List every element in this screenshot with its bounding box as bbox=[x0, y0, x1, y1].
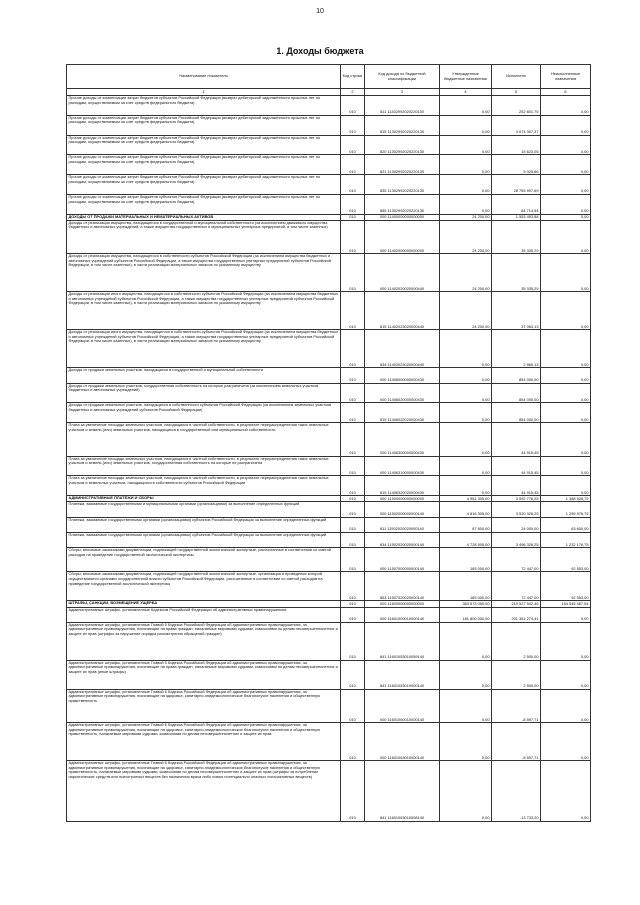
row-income-code: 000 11502000000000140 bbox=[365, 502, 440, 517]
row-unexecuted: 0,00 bbox=[541, 175, 591, 195]
row-executed: 72 447,00 bbox=[492, 548, 541, 572]
row-name: АДМИНИСТРАТИВНЫЕ ПЛАТЕЖИ И СБОРЫ bbox=[67, 496, 341, 502]
row-unexecuted: 0,00 bbox=[541, 214, 591, 220]
table-row bbox=[67, 761, 591, 822]
row-income-code: 811 11302992020220130 bbox=[365, 96, 440, 116]
row-approved: 165 000,00 bbox=[440, 572, 492, 601]
row-unexecuted: 0,00 bbox=[541, 456, 591, 476]
row-executed: -8 597,71 bbox=[492, 723, 541, 761]
row-name: Доходы от реализации имущества, находящегося в государственной и муниципальной собственности (за исключением движимого имущества бюджетных и автономных учреждений, а также имущества государственных и муниципальных унитарных предприятий, в том числе казенных) bbox=[67, 220, 341, 253]
row-income-code: 000 11406310000000430 bbox=[365, 456, 440, 476]
row-line-code: 010 bbox=[341, 607, 365, 622]
row-unexecuted: 0,00 bbox=[541, 403, 591, 423]
column-number: 6 bbox=[541, 89, 591, 96]
row-approved: 4 816 305,00 bbox=[440, 502, 492, 517]
table-row bbox=[67, 622, 591, 660]
table-row bbox=[67, 532, 591, 547]
row-approved: 24 200,00 bbox=[440, 292, 492, 330]
row-name: Платежи, взимаемые государственными органами (организациями) субъектов Российской Федерации за выполнение определенных функций bbox=[67, 517, 341, 532]
header-line-code: Код строки bbox=[341, 65, 365, 89]
row-income-code: 000 11406020000000430 bbox=[365, 383, 440, 403]
row-name: Доходы от реализации имущества, находящегося в собственности субъектов Российской Федерации (за исключением имущества бюджетных и автономных учреждений субъектов Российской Федерации, а также имущества государственных унитарных предприятий субъектов Российской Федерации, в том числе казенных), в части реализации материальных запасов по указанному имуществу bbox=[67, 254, 341, 292]
row-approved: 0,00 bbox=[440, 761, 492, 822]
row-approved: 4 728 505,00 bbox=[440, 532, 492, 547]
row-unexecuted: 0,00 bbox=[541, 383, 591, 403]
table-row bbox=[67, 456, 591, 476]
row-unexecuted: 0,00 bbox=[541, 292, 591, 330]
row-line-code: 010 bbox=[341, 383, 365, 403]
table-row bbox=[67, 689, 591, 722]
row-income-code: 855 11302992020220130 bbox=[365, 194, 440, 214]
row-income-code: 000 11400000000000000 bbox=[365, 214, 440, 220]
row-line-code: 010 bbox=[341, 456, 365, 476]
row-approved: 24 200,00 bbox=[440, 254, 492, 292]
table-row bbox=[67, 723, 591, 761]
column-number: 3 bbox=[365, 89, 440, 96]
row-unexecuted: 0,00 bbox=[541, 761, 591, 822]
row-line-code: 010 bbox=[341, 532, 365, 547]
table-row bbox=[67, 135, 591, 155]
row-line-code: 010 bbox=[341, 115, 365, 135]
row-name: Доходы от продажи земельных участков, государственная собственность на которые разграничена (за исключением земельных участков бюджетных и автономных учреждений) bbox=[67, 383, 341, 403]
row-executed: -13 733,20 bbox=[492, 761, 541, 822]
row-name: Доходы от продажи земельных участков, находящихся в государственной и муниципальной собственности bbox=[67, 368, 341, 383]
row-approved: 0,00 bbox=[440, 723, 492, 761]
row-name: Сборы, вносимые заказчиками документации, подлежащей государственной экологической экспертизе, рассчитанные в соответствии со сметой расходов на проведение государственной экологической экспертизы bbox=[67, 548, 341, 572]
table-row bbox=[67, 155, 591, 175]
row-name: Платежи, взимаемые государственными и муниципальными органами (организациями) за выполнение определенных функций bbox=[67, 502, 341, 517]
row-executed: 28 755 997,69 bbox=[492, 175, 541, 195]
row-income-code: 811 11502020020000140 bbox=[365, 517, 440, 532]
row-line-code: 010 bbox=[341, 572, 365, 601]
row-line-code: 010 bbox=[341, 723, 365, 761]
row-approved: 0,00 bbox=[440, 456, 492, 476]
row-unexecuted: 0,00 bbox=[541, 96, 591, 116]
row-line-code: 010 bbox=[341, 214, 365, 220]
table-row bbox=[67, 607, 591, 622]
row-income-code: 000 11406300000000430 bbox=[365, 423, 440, 456]
row-line-code: 010 bbox=[341, 254, 365, 292]
row-executed: 854 000,00 bbox=[492, 368, 541, 383]
row-name: Сборы, вносимые заказчиками документации, подлежащей государственной экологической экспертизе, организация и проведение которой осуществляются органами государственной власти субъектов Российской Федерации, рассчитанные в соответствии со сметой расходов на проведение государственной экологической экспертизы bbox=[67, 572, 341, 601]
row-line-code: 010 bbox=[341, 220, 365, 253]
row-approved: 24 200,00 bbox=[440, 214, 492, 220]
row-name: ДОХОДЫ ОТ ПРОДАЖИ МАТЕРИАЛЬНЫХ И НЕМАТЕРИАЛЬНЫХ АКТИВОВ bbox=[67, 214, 341, 220]
row-executed: 3 520 328,25 bbox=[492, 502, 541, 517]
row-unexecuted: 0,00 bbox=[541, 194, 591, 214]
row-name: Плата за увеличение площади земельных участков, находящихся в частной собственности, в результате перераспределения таких земельных участков и земель (или) земельных участков, государственная собственность на которые не разграничена bbox=[67, 456, 341, 476]
row-executed: 44 915,45 bbox=[492, 476, 541, 496]
row-unexecuted: 0,00 bbox=[541, 330, 591, 368]
table-row bbox=[67, 96, 591, 116]
row-income-code: 000 11601000010000140 bbox=[365, 607, 440, 622]
row-line-code: 010 bbox=[341, 761, 365, 822]
row-name: Прочие доходы от компенсации затрат бюджетов субъектов Российской Федерации (возврат дебиторской задолженности прошлых лет по расходам, осуществляемым за счет средств федерального бюджета) bbox=[67, 175, 341, 195]
row-income-code: 815 11406320020000430 bbox=[365, 476, 440, 496]
table-row bbox=[67, 517, 591, 532]
row-line-code: 010 bbox=[341, 476, 365, 496]
row-unexecuted: 92 553,00 bbox=[541, 572, 591, 601]
row-name: Прочие доходы от компенсации затрат бюджетов субъектов Российской Федерации (возврат дебиторской задолженности прошлых лет по расходам, осуществляемым за счет средств федерального бюджета) bbox=[67, 135, 341, 155]
row-unexecuted: 0,00 bbox=[541, 723, 591, 761]
row-income-code: 835 11302992020220130 bbox=[365, 175, 440, 195]
row-line-code: 010 bbox=[341, 660, 365, 689]
table-row bbox=[67, 572, 591, 601]
row-executed: 5 025,66 bbox=[492, 155, 541, 175]
row-income-code: 834 11502020020000140 bbox=[365, 532, 440, 547]
table-row bbox=[67, 330, 591, 368]
table-row bbox=[67, 660, 591, 689]
row-approved: 181 800 000,00 bbox=[440, 607, 492, 622]
row-unexecuted: 63 600,00 bbox=[541, 517, 591, 532]
row-line-code: 010 bbox=[341, 496, 365, 502]
row-unexecuted: 0,00 bbox=[541, 254, 591, 292]
row-line-code: 010 bbox=[341, 423, 365, 456]
column-number: 5 bbox=[492, 89, 541, 96]
row-line-code: 010 bbox=[341, 622, 365, 660]
row-unexecuted: 0,00 bbox=[541, 689, 591, 722]
header-row bbox=[67, 65, 591, 89]
row-executed: 2 865,13 bbox=[492, 330, 541, 368]
column-number-row bbox=[67, 89, 591, 96]
row-income-code: 834 11402023020000440 bbox=[365, 330, 440, 368]
row-line-code: 010 bbox=[341, 135, 365, 155]
header-income-code: Код дохода по бюджетной классификации bbox=[365, 65, 440, 89]
table-row bbox=[67, 423, 591, 456]
row-approved: 0,00 bbox=[440, 476, 492, 496]
table-row bbox=[67, 368, 591, 383]
row-name: Плата за увеличение площади земельных участков, находящихся в частной собственности, в результате перераспределения таких земельных участков и земельных участков, находящихся в собственности субъектов Российской Федерации bbox=[67, 476, 341, 496]
row-name: Административные штрафы, установленные Главой 5 Кодекса Российской Федерации об административных правонарушениях, за административные правонарушения, посягающие на права граждан, налагаемые мировыми судьями, комиссиями по делам несовершеннолетних и защите их прав (иные штрафы) bbox=[67, 660, 341, 689]
row-approved: 0,00 bbox=[440, 660, 492, 689]
table-row bbox=[67, 220, 591, 253]
row-line-code: 010 bbox=[341, 403, 365, 423]
column-number: 4 bbox=[440, 89, 492, 96]
row-approved: 0,00 bbox=[440, 383, 492, 403]
row-executed: 252 601,75 bbox=[492, 96, 541, 116]
row-executed: 3 674 307,37 bbox=[492, 115, 541, 135]
row-approved: 4 981 305,00 bbox=[440, 496, 492, 502]
header-unexecuted: Неисполненные назначения bbox=[541, 65, 591, 89]
row-income-code: 000 11402020020000440 bbox=[365, 254, 440, 292]
row-executed: 2 500,00 bbox=[492, 660, 541, 689]
row-approved: 0,00 bbox=[440, 403, 492, 423]
row-approved: 87 600,00 bbox=[440, 517, 492, 532]
row-approved: 0,00 bbox=[440, 115, 492, 135]
table-row bbox=[67, 254, 591, 292]
row-income-code: 000 11406000000000430 bbox=[365, 368, 440, 383]
row-approved: 363 573 050,00 bbox=[440, 601, 492, 607]
row-income-code: 000 11601060010000140 bbox=[365, 689, 440, 722]
row-unexecuted: 0,00 bbox=[541, 607, 591, 622]
row-income-code: 815 11302992020220130 bbox=[365, 115, 440, 135]
row-line-code: 010 bbox=[341, 96, 365, 116]
row-line-code: 010 bbox=[341, 194, 365, 214]
row-name: Прочие доходы от компенсации затрат бюджетов субъектов Российской Федерации (возврат дебиторской задолженности прошлых лет по расходам, осуществляемым за счет средств федерального бюджета) bbox=[67, 115, 341, 135]
table-row bbox=[67, 476, 591, 496]
row-name: Доходы от продажи земельных участков, находящихся в собственности субъектов Российской Федерации (за исключением земельных участков бюджетных и автономных учреждений субъектов Российской Федерации) bbox=[67, 403, 341, 423]
row-unexecuted: 92 553,00 bbox=[541, 548, 591, 572]
section-title: 1. Доходы бюджета bbox=[276, 46, 364, 56]
row-executed: -8 597,71 bbox=[492, 689, 541, 722]
row-name: Плата за увеличение площади земельных участков, находящихся в частной собственности, в результате перераспределения таких земельных участков и земель (или) земельных участков, находящихся в государственной или муниципальной собственности bbox=[67, 423, 341, 456]
row-approved: 0,00 bbox=[440, 622, 492, 660]
row-unexecuted: 0,00 bbox=[541, 622, 591, 660]
row-name: Административные штрафы, установленные Главой 6 Кодекса Российской Федерации об административных правонарушениях, за административные правонарушения, посягающие на здоровье, санитарно-эпидемиологическое благополучие населения и общественную нравственность, налагаемые мировыми судьями, комиссиями по делам несовершеннолетних и защите их прав bbox=[67, 723, 341, 761]
income-table bbox=[66, 64, 591, 822]
row-income-code: 000 11402000000000000 bbox=[365, 220, 440, 253]
row-approved: 0,00 bbox=[440, 194, 492, 214]
row-name: ШТРАФЫ, САНКЦИИ, ВОЗМЕЩЕНИЕ УЩЕРБА bbox=[67, 601, 341, 607]
row-unexecuted: 0,00 bbox=[541, 660, 591, 689]
row-executed: 201 351 274,41 bbox=[492, 607, 541, 622]
row-executed: 1 553 493,88 bbox=[492, 214, 541, 220]
row-name: Прочие доходы от компенсации затрат бюджетов субъектов Российской Федерации (возврат дебиторской задолженности прошлых лет по расходам, осуществляемым за счет средств федерального бюджета) bbox=[67, 194, 341, 214]
row-income-code: 821 11302992020220130 bbox=[365, 155, 440, 175]
row-line-code: 010 bbox=[341, 175, 365, 195]
row-executed: 44 915,45 bbox=[492, 456, 541, 476]
row-unexecuted: 0,00 bbox=[541, 135, 591, 155]
row-line-code: 010 bbox=[341, 155, 365, 175]
row-name: Прочие доходы от компенсации затрат бюджетов субъектов Российской Федерации (возврат дебиторской задолженности прошлых лет по расходам, осуществляемым за счет средств федерального бюджета) bbox=[67, 96, 341, 116]
row-line-code: 010 bbox=[341, 601, 365, 607]
table-row bbox=[67, 383, 591, 403]
row-executed: 854 000,00 bbox=[492, 383, 541, 403]
row-income-code: 000 11600000000000000 bbox=[365, 601, 440, 607]
row-income-code: 841 11601053019000140 bbox=[365, 660, 440, 689]
row-executed: 24 000,00 bbox=[492, 517, 541, 532]
table-row bbox=[67, 115, 591, 135]
table-row bbox=[67, 292, 591, 330]
row-name: Административные штрафы, установленные Главой 6 Кодекса Российской Федерации об административных правонарушениях, за административные правонарушения, посягающие на здоровье, санитарно-эпидемиологическое благополучие населения и общественную нравственность, налагаемые мировыми судьями, комиссиями по делам несовершеннолетних и защите их прав (штрафы за потребление наркотических средств или психотропных веществ без назначения врача либо новых потенциально опасных психоактивных веществ) bbox=[67, 761, 341, 822]
row-line-code: 010 bbox=[341, 368, 365, 383]
row-name: Административные штрафы, установленные Главой 5 Кодекса Российской Федерации об административных правонарушениях, за административные правонарушения, посягающие на права граждан, налагаемые мировыми судьями, комиссиями по делам несовершеннолетних и защите их прав (штрафы за нарушение порядка рассмотрения обращений граждан) bbox=[67, 622, 341, 660]
row-approved: 0,00 bbox=[440, 96, 492, 116]
row-income-code: 000 11507000000000140 bbox=[365, 548, 440, 572]
row-income-code: 000 11601063010000140 bbox=[365, 723, 440, 761]
row-executed: 2 500,00 bbox=[492, 622, 541, 660]
table-row bbox=[67, 502, 591, 517]
row-unexecuted: 1 388 528,75 bbox=[541, 496, 591, 502]
row-executed: 84 714,54 bbox=[492, 194, 541, 214]
table-row bbox=[67, 175, 591, 195]
row-executed: 219 527 542,46 bbox=[492, 601, 541, 607]
row-name: Платежи, взимаемые государственными органами (организациями) субъектов Российской Федерации за выполнение определенных функций bbox=[67, 532, 341, 547]
row-line-code: 010 bbox=[341, 330, 365, 368]
row-income-code: 841 11601053010059140 bbox=[365, 622, 440, 660]
row-line-code: 010 bbox=[341, 292, 365, 330]
row-name: Административные штрафы, установленные Кодексом Российской Федерации об административных правонарушениях bbox=[67, 607, 341, 622]
header-approved: Утвержденные бюджетные назначения bbox=[440, 65, 492, 89]
table-row bbox=[67, 403, 591, 423]
row-executed: 72 447,00 bbox=[492, 572, 541, 601]
row-approved: 0,00 bbox=[440, 689, 492, 722]
row-approved: 0,00 bbox=[440, 175, 492, 195]
row-line-code: 010 bbox=[341, 548, 365, 572]
row-unexecuted: 1 232 176,75 bbox=[541, 532, 591, 547]
row-executed: 15 623,05 bbox=[492, 135, 541, 155]
row-income-code: 815 11406022020000430 bbox=[365, 403, 440, 423]
row-executed: 37 063,13 bbox=[492, 292, 541, 330]
row-approved: 0,00 bbox=[440, 135, 492, 155]
row-approved: 0,00 bbox=[440, 423, 492, 456]
row-name: Доходы от реализации иного имущества, находящегося в собственности субъектов Российской Федерации (за исключением имущества бюджетных и автономных учреждений субъектов Российской Федерации, а также имущества государственных унитарных предприятий субъектов Российской Федерации, в том числе казенных), в части реализации материальных запасов по указанному имуществу bbox=[67, 330, 341, 368]
table-row bbox=[67, 194, 591, 214]
table-row bbox=[67, 548, 591, 572]
row-income-code: 841 11601063010008140 bbox=[365, 761, 440, 822]
row-executed: 3 592 776,25 bbox=[492, 496, 541, 502]
row-unexecuted: 0,00 bbox=[541, 423, 591, 456]
row-unexecuted: 0,00 bbox=[541, 476, 591, 496]
row-name: Прочие доходы от компенсации затрат бюджетов субъектов Российской Федерации (возврат дебиторской задолженности прошлых лет по расходам, осуществляемым за счет средств федерального бюджета) bbox=[67, 155, 341, 175]
row-line-code: 010 bbox=[341, 517, 365, 532]
column-number: 2 bbox=[341, 89, 365, 96]
table-body bbox=[67, 96, 591, 822]
row-approved: 24 200,00 bbox=[440, 220, 492, 253]
row-income-code: 815 11402023020000440 bbox=[365, 292, 440, 330]
row-unexecuted: 154 045 467,54 bbox=[541, 601, 591, 607]
row-income-code: 820 11302992020220130 bbox=[365, 135, 440, 155]
header-name: Наименование показателя bbox=[67, 65, 341, 89]
row-executed: 3 496 328,25 bbox=[492, 532, 541, 547]
row-approved: 165 000,00 bbox=[440, 548, 492, 572]
column-number: 1 bbox=[67, 89, 341, 96]
page-number: 10 bbox=[316, 8, 324, 15]
row-approved: 0,00 bbox=[440, 330, 492, 368]
row-unexecuted: 0,00 bbox=[541, 115, 591, 135]
row-unexecuted: 1 295 976,75 bbox=[541, 502, 591, 517]
row-income-code: 853 11507020020000140 bbox=[365, 572, 440, 601]
row-unexecuted: 0,00 bbox=[541, 155, 591, 175]
row-approved: 0,00 bbox=[440, 155, 492, 175]
row-line-code: 010 bbox=[341, 689, 365, 722]
row-line-code: 010 bbox=[341, 502, 365, 517]
row-executed: 35 335,29 bbox=[492, 254, 541, 292]
row-name: Административные штрафы, установленные Главой 6 Кодекса Российской Федерации об административных правонарушениях, за административные правонарушения, посягающие на здоровье, санитарно-эпидемиологическое благополучие населения и общественную нравственность bbox=[67, 689, 341, 722]
row-approved: 0,00 bbox=[440, 368, 492, 383]
row-name: Доходы от реализации иного имущества, находящегося в собственности субъектов Российской Федерации (за исключением имущества бюджетных и автономных учреждений субъектов Российской Федерации, а также имущества государственных унитарных предприятий субъектов Российской Федерации, в том числе казенных), в части реализации материальных запасов по указанному имуществу bbox=[67, 292, 341, 330]
row-executed: 854 000,00 bbox=[492, 403, 541, 423]
row-executed: 35 335,29 bbox=[492, 220, 541, 253]
header-executed: Исполнено bbox=[492, 65, 541, 89]
row-unexecuted: 0,00 bbox=[541, 220, 591, 253]
row-income-code: 000 11500000000000000 bbox=[365, 496, 440, 502]
row-unexecuted: 0,00 bbox=[541, 368, 591, 383]
row-executed: 44 915,45 bbox=[492, 423, 541, 456]
